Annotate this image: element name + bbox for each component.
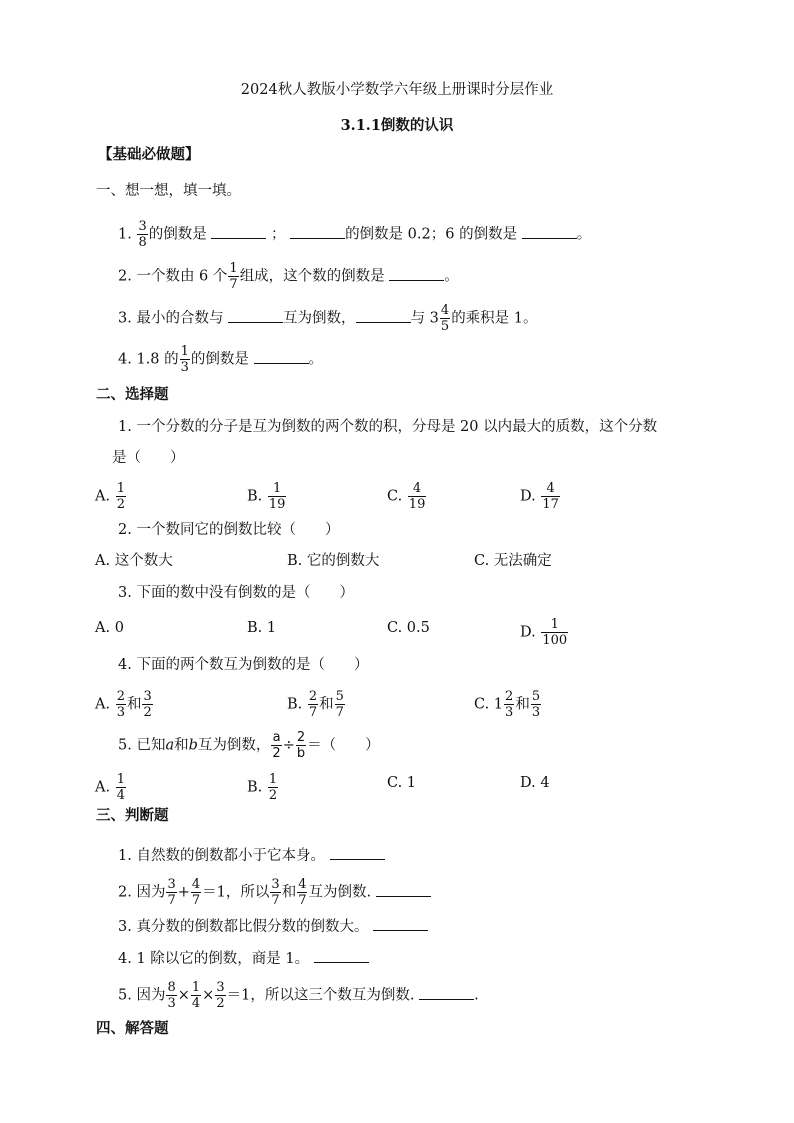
p2-q5-option-b[interactable]: B. $\frac{1}{2}$ [247,772,278,803]
p2-q3: 3. 下面的数中没有倒数的是（ ） [118,585,354,601]
answer-blank[interactable] [522,224,577,239]
p2-q4-option-a[interactable]: A. $\frac{2}{3}$ 和 $\frac{3}{2}$ [95,689,152,720]
p2-q2: 2. 一个数同它的倒数比较（ ） [118,522,340,538]
p3-q2: 2. 因为 $\frac{3}{7}$ + $\frac{4}{7}$ ＝1，所以 $\frac{3}{7}$ 和 $\frac{4}{7}$ 互为倒数. [118,878,431,907]
p1-q4: 4. 1.8 的 $\frac{1}{3}$ 的倒数是 。 [118,344,324,375]
answer-blank[interactable] [254,349,309,364]
p2-q1-option-a[interactable]: A. $\frac{1}{2}$ [95,481,125,512]
section-basic: 【基础必做题】 [98,146,200,163]
p2-q4-option-b[interactable]: B. $\frac{2}{7}$ 和 $\frac{5}{7}$ [287,689,344,720]
fraction: $\frac{3}{8}$ [138,219,147,250]
p2-q5-option-d[interactable]: D. 4 [520,775,550,791]
p2-q1-line1: 1. 一个分数的分子是互为倒数的两个数的积，分母是 20 以内最大的质数，这个分数 [118,419,658,435]
p1-q2: 2. 一个数由 6 个 $\frac{1}{7}$ 组成，这个数的倒数是 。 [118,261,459,292]
answer-blank[interactable] [389,266,444,281]
p2-q1-option-d[interactable]: D. $\frac{4}{17}$ [520,481,559,512]
p3-q3: 3. 真分数的倒数都比假分数的倒数大。 [118,916,428,937]
doc-subtitle: 3.1.1倒数的认识 [340,117,454,134]
p2-q1-option-c[interactable]: C. $\frac{4}{19}$ [387,481,426,512]
p2-q3-option-a[interactable]: A. 0 [95,620,124,636]
fraction: $\frac{4}{5}$ [440,303,450,334]
p2-q3-option-b[interactable]: B. 1 [247,620,277,636]
p2-q4-option-c[interactable]: C. 1 $\frac{2}{3}$ 和 $\frac{5}{3}$ [474,689,541,720]
answer-blank[interactable] [228,308,283,323]
answer-blank[interactable] [356,308,411,323]
p2-q5: 5. 已知a和b互为倒数， $\frac{a}{2}$ ÷ $\frac{2}{b}$ ＝（ ） [118,730,380,761]
answer-blank[interactable] [314,948,369,963]
p2-q2-option-c[interactable]: C. 无法确定 [474,553,552,569]
part1-heading: 一、想一想，填一填。 [96,183,241,199]
fraction: $\frac{1}{7}$ [229,261,238,292]
p2-q3-option-d[interactable]: D. $\frac{1}{100}$ [520,617,568,648]
answer-blank[interactable] [330,845,385,860]
p2-q2-option-b[interactable]: B. 它的倒数大 [287,553,380,569]
answer-blank[interactable] [373,916,428,931]
answer-blank[interactable] [419,985,474,1000]
doc-title: 2024秋人教版小学数学六年级上册课时分层作业 [240,82,554,98]
p2-q5-option-c[interactable]: C. 1 [387,775,417,791]
p2-q1-option-b[interactable]: B. $\frac{1}{19}$ [247,481,286,512]
p2-q5-option-a[interactable]: A. $\frac{1}{4}$ [95,772,125,803]
fraction: $\frac{1}{3}$ [180,344,189,375]
p3-q4: 4. 1 除以它的倒数，商是 1。 [118,948,369,969]
p1-q1: 1. $\frac{3}{8}$ 的倒数是 ； 的倒数是 0.2；6 的倒数是 。 [118,219,592,250]
part4-heading: 四、解答题 [96,1020,169,1037]
p3-q1: 1. 自然数的倒数都小于它本身。 [118,845,385,866]
p2-q4: 4. 下面的两个数互为倒数的是（ ） [118,657,369,673]
part3-heading: 三、判断题 [96,807,169,824]
p2-q3-option-c[interactable]: C. 0.5 [387,620,430,636]
p1-q3: 3. 最小的合数与 互为倒数， 与 3 $\frac{4}{5}$ 的乘积是 1。 [118,303,538,334]
answer-blank[interactable] [290,224,345,239]
p2-q1-line2: 是（ ） [112,450,185,466]
answer-blank[interactable] [376,882,431,897]
part2-heading: 二、选择题 [96,386,169,403]
p2-q2-option-a[interactable]: A. 这个数大 [95,553,173,569]
answer-blank[interactable] [211,224,266,239]
p3-q5: 5. 因为 $\frac{8}{3}$ × $\frac{1}{4}$ × $\frac{3}{2}$ ＝1，所以这三个数互为倒数. . [118,980,479,1011]
